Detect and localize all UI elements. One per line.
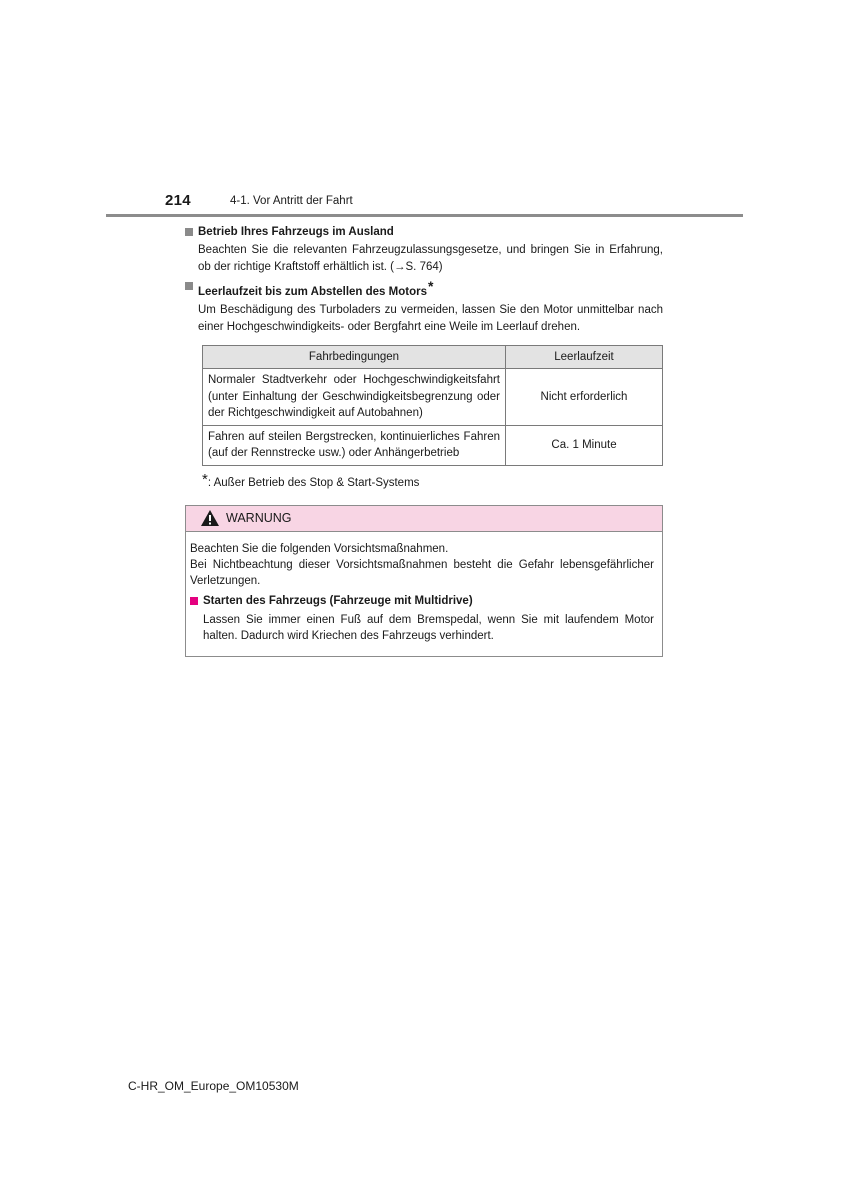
page-number: 214	[165, 192, 191, 209]
warning-intro-line: Bei Nichtbeachtung dieser Vorsichtsmaßnahmen besteht die Gefahr lebensgefährlicher Verletzungen.	[190, 558, 654, 587]
table-cell-condition: Normaler Stadtverkehr oder Hochgeschwindigkeitsfahrt (unter Einhaltung der Geschwindigkeitsbegrenzung oder der Richtgeschwindigkeit auf Autobahnen)	[203, 369, 506, 426]
section-title: Leerlaufzeit bis zum Abstellen des Motors*	[198, 278, 434, 298]
table-header-row	[203, 346, 663, 369]
header-rule	[106, 214, 743, 217]
square-bullet-icon	[185, 282, 193, 290]
square-bullet-icon	[185, 228, 193, 236]
table-row	[203, 369, 663, 426]
section-heading-abroad	[185, 225, 663, 240]
warning-subheading-text: Starten des Fahrzeugs (Fahrzeuge mit Multidrive)	[203, 594, 473, 607]
section-heading-idle	[185, 279, 663, 300]
section-text-abroad: Beachten Sie die relevanten Fahrzeugzulassungsgesetze, und bringen Sie in Erfahrung, ob der richtige Kraftstoff erhältlich ist. (→S. 764)	[198, 244, 663, 273]
idle-time-table	[202, 345, 663, 466]
table-cell-idle: Nicht erforderlich	[506, 369, 663, 426]
warning-intro-line: Beachten Sie die folgenden Vorsichtsmaßnahmen.	[190, 542, 449, 555]
pink-square-bullet-icon	[190, 597, 198, 605]
footnote-text: : Außer Betrieb des Stop & Start-Systems	[207, 476, 420, 489]
warning-body	[186, 532, 662, 656]
document-code: C-HR_OM_Europe_OM10530M	[128, 1079, 299, 1093]
warning-subheading	[190, 593, 654, 609]
table-cell-condition: Fahren auf steilen Bergstrecken, kontinuierliches Fahren (auf der Rennstrecke usw.) oder Anhängerbetrieb	[203, 425, 506, 465]
warning-subtext: Lassen Sie immer einen Fuß auf dem Bremspedal, wenn Sie mit laufendem Motor halten. Dadurch wird Kriechen des Fahrzeugs verhindert.	[203, 613, 654, 642]
footnote	[202, 472, 663, 491]
footnote-marker: *	[202, 470, 208, 488]
section-reference: 4-1. Vor Antritt der Fahrt	[230, 195, 353, 207]
page-content	[185, 225, 663, 657]
table-header-idle-time: Leerlaufzeit	[506, 346, 663, 369]
warning-triangle-icon	[200, 509, 220, 527]
table-row	[203, 425, 663, 465]
warning-header	[186, 506, 662, 532]
footnote-marker: *	[427, 278, 434, 294]
section-text-idle: Um Beschädigung des Turboladers zu vermeiden, lassen Sie den Motor unmittelbar nach einer Hochgeschwindigkeits- oder Bergfahrt eine Weile im Leerlauf drehen.	[198, 304, 663, 333]
table-header-conditions: Fahrbedingungen	[203, 346, 506, 369]
table-cell-idle: Ca. 1 Minute	[506, 425, 663, 465]
warning-box	[185, 505, 663, 657]
section-title: Betrieb Ihres Fahrzeugs im Ausland	[198, 226, 394, 238]
warning-label: WARNUNG	[226, 511, 292, 525]
